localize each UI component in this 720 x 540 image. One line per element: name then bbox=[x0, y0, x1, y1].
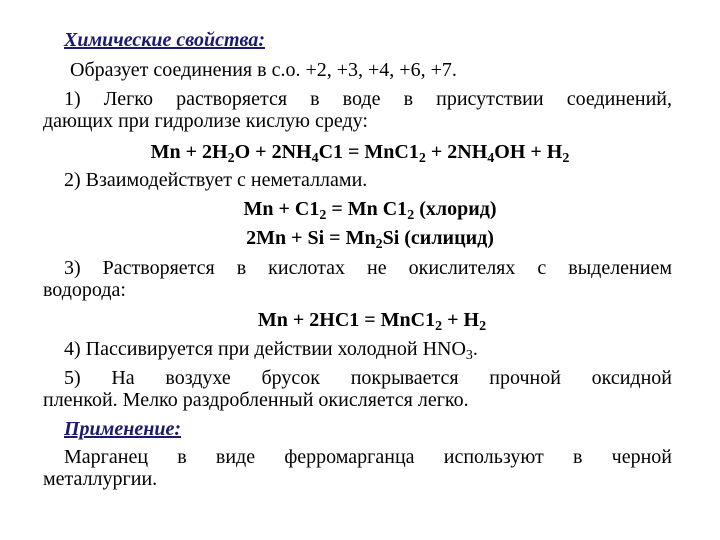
application-line2: металлургии. bbox=[43, 468, 158, 490]
heading-chemical-properties: Химические свойства: bbox=[64, 29, 265, 51]
equation-mn-water: $Mn + 2H_2O + 2NH_4C1 = MnC1_2 + 2NH_4OH + H_2$ bbox=[150, 141, 570, 166]
item4: 4) Пассивируется при действии холодной $HNO_3$. bbox=[64, 338, 478, 363]
equation-mn-hcl: $Mn + 2HC1 = MnC1_2 + H_2$ bbox=[257, 309, 487, 334]
intro-oxidation-states: Образует соединения в с.о. +2, +3, +4, +6, +7. bbox=[70, 59, 457, 81]
item5-line2: пленкой. Мелко раздробленный окисляется легко. bbox=[43, 389, 469, 411]
item1-line2: дающих при гидролизе кислую среду: bbox=[43, 110, 368, 132]
equation-mn-silicon: $2Mn + Si = Mn_2Si$ (силицид) bbox=[246, 227, 494, 252]
item2: 2) Взаимодействует с неметаллами. bbox=[64, 169, 368, 191]
item5-line1: 5) На воздухе брусок покрывается прочной оксидной bbox=[64, 367, 672, 389]
application-line1: Марганец в виде ферромарганца используют в черной bbox=[64, 446, 672, 468]
item3-line1: 3) Растворяется в кислотах не окислителях с выделением bbox=[64, 257, 672, 279]
item1-line1: 1) Легко растворяется в воде в присутствии соединений, bbox=[64, 88, 672, 110]
heading-application: Применение: bbox=[64, 418, 182, 440]
equation-mn-chlorine: $Mn + C1_2 = Mn$ $C1_2$ (хлорид) bbox=[243, 198, 497, 223]
item3-line2: водорода: bbox=[43, 279, 126, 301]
